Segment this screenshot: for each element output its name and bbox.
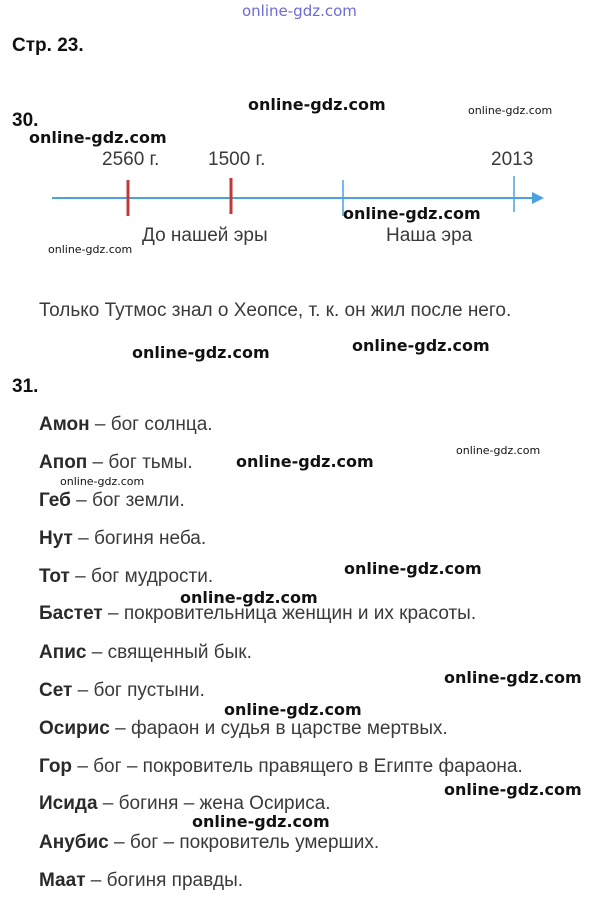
watermark: online-gdz.com: [29, 128, 167, 147]
watermark: online-gdz.com: [192, 812, 330, 831]
task-30-number: 30.: [12, 110, 39, 131]
watermark: online-gdz.com: [343, 204, 481, 223]
watermark: online-gdz.com: [132, 343, 270, 362]
deity-desc: – фараон и судья в царстве мертвых.: [109, 718, 448, 739]
deity-name: Сет: [39, 680, 73, 701]
watermark: online-gdz.com: [60, 475, 145, 488]
list-item: [39, 642, 252, 664]
watermark: online-gdz.com: [352, 336, 490, 355]
era-bc-label: До нашей эры: [142, 225, 268, 246]
deity-name: Бастет: [39, 603, 103, 624]
year-label-2560: 2560 г.: [102, 149, 160, 170]
watermark-top: online-gdz.com: [242, 2, 357, 20]
deity-desc: – бог пустыни.: [72, 680, 205, 701]
watermark: online-gdz.com: [444, 668, 582, 687]
deity-desc: – богиня неба.: [72, 528, 207, 549]
deity-name: Амон: [39, 414, 90, 435]
watermark: online-gdz.com: [248, 95, 386, 114]
deity-desc: – бог солнца.: [89, 414, 213, 435]
list-item: [39, 680, 205, 702]
watermark: online-gdz.com: [344, 559, 482, 578]
task-30-answer: Только Тутмос знал о Хеопсе, т. к. он жил после него.: [39, 300, 512, 321]
list-item: [39, 832, 379, 854]
watermark: online-gdz.com: [48, 243, 133, 256]
deity-desc: – покровительница женщин и их красоты.: [102, 603, 477, 624]
list-item: [39, 414, 213, 436]
deity-name: Апоп: [39, 452, 88, 473]
year-label-1500: 1500 г.: [208, 149, 266, 170]
page-title: Стр. 23.: [12, 35, 84, 56]
deity-desc: – священный бык.: [86, 642, 252, 663]
watermark: online-gdz.com: [456, 444, 541, 457]
deity-name: Нут: [39, 528, 73, 549]
task-31-number: 31.: [12, 376, 39, 397]
watermark: online-gdz.com: [180, 588, 318, 607]
deity-desc: – богиня правды.: [85, 870, 244, 891]
deity-name: Геб: [39, 490, 71, 511]
deity-desc: – бог тьмы.: [87, 452, 193, 473]
timeline-arrow: [532, 192, 544, 204]
deity-name: Маат: [39, 870, 86, 891]
deity-desc: – бог земли.: [70, 490, 185, 511]
list-item: [39, 870, 243, 892]
deity-desc: – бог – покровитель правящего в Египте фараона.: [72, 756, 523, 777]
timeline: [0, 170, 607, 230]
list-item: [39, 490, 185, 512]
deity-name: Исида: [39, 793, 98, 814]
deity-name: Апис: [39, 642, 87, 663]
deity-name: Анубис: [39, 832, 109, 853]
year-label-2013: 2013: [491, 149, 534, 170]
list-item: [39, 756, 523, 778]
list-item: [39, 566, 213, 588]
watermark: online-gdz.com: [444, 780, 582, 799]
list-item: [39, 528, 206, 550]
deity-name: Тот: [39, 566, 70, 587]
list-item: [39, 718, 448, 740]
deity-desc: – бог – покровитель умерших.: [108, 832, 380, 853]
watermark: online-gdz.com: [468, 104, 553, 117]
deity-name: Гор: [39, 756, 73, 777]
deity-name: Осирис: [39, 718, 110, 739]
list-item: [39, 452, 193, 474]
watermark: online-gdz.com: [236, 452, 374, 471]
deity-desc: – богиня – жена Осириса.: [97, 793, 331, 814]
deity-desc: – бог мудрости.: [69, 566, 214, 587]
era-ad-label: Наша эра: [386, 225, 473, 246]
watermark: online-gdz.com: [224, 700, 362, 719]
